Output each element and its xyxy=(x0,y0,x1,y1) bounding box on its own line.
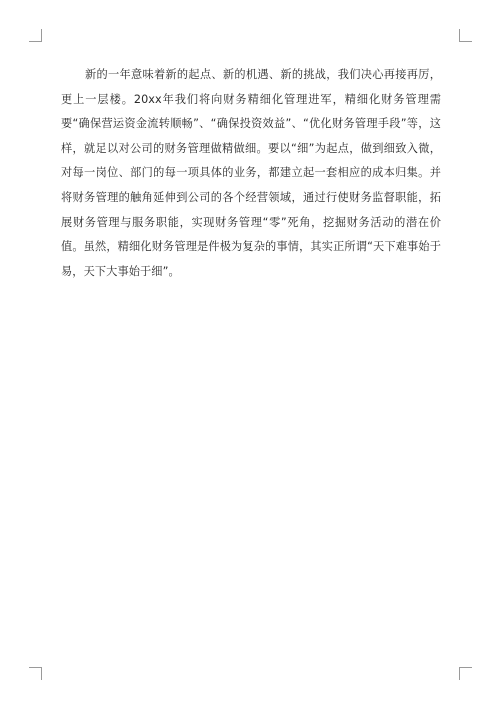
top-right-crop-mark xyxy=(459,29,472,42)
top-left-crop-mark xyxy=(29,29,42,42)
bottom-left-crop-mark xyxy=(29,667,42,680)
body-paragraph: 新的一年意味着新的起点、新的机遇、新的挑战，我们决心再接再厉，更上一层楼。20xx年我们将向财务精细化管理进军，精细化财务管理需要“确保营运资金流转顺畅”、“确保投资效益”、“优化财务管理手段”等，这样，就足以对公司的财务管理做精做细。要以“细”为起点，做到细致入微，对每一岗位、部门的每一项具体的业务，都建立起一套相应的成本归集。并将财务管理的触角延伸到公司的各个经营领域，通过行使财务监督职能，拓展财务管理与服务职能，实现财务管理“零”死角，挖掘财务活动的潜在价值。虽然，精细化财务管理是件极为复杂的事情，其实正所谓“天下难事始于易，天下大事始于细”。 xyxy=(61,68,441,278)
bottom-right-crop-mark xyxy=(459,667,472,680)
